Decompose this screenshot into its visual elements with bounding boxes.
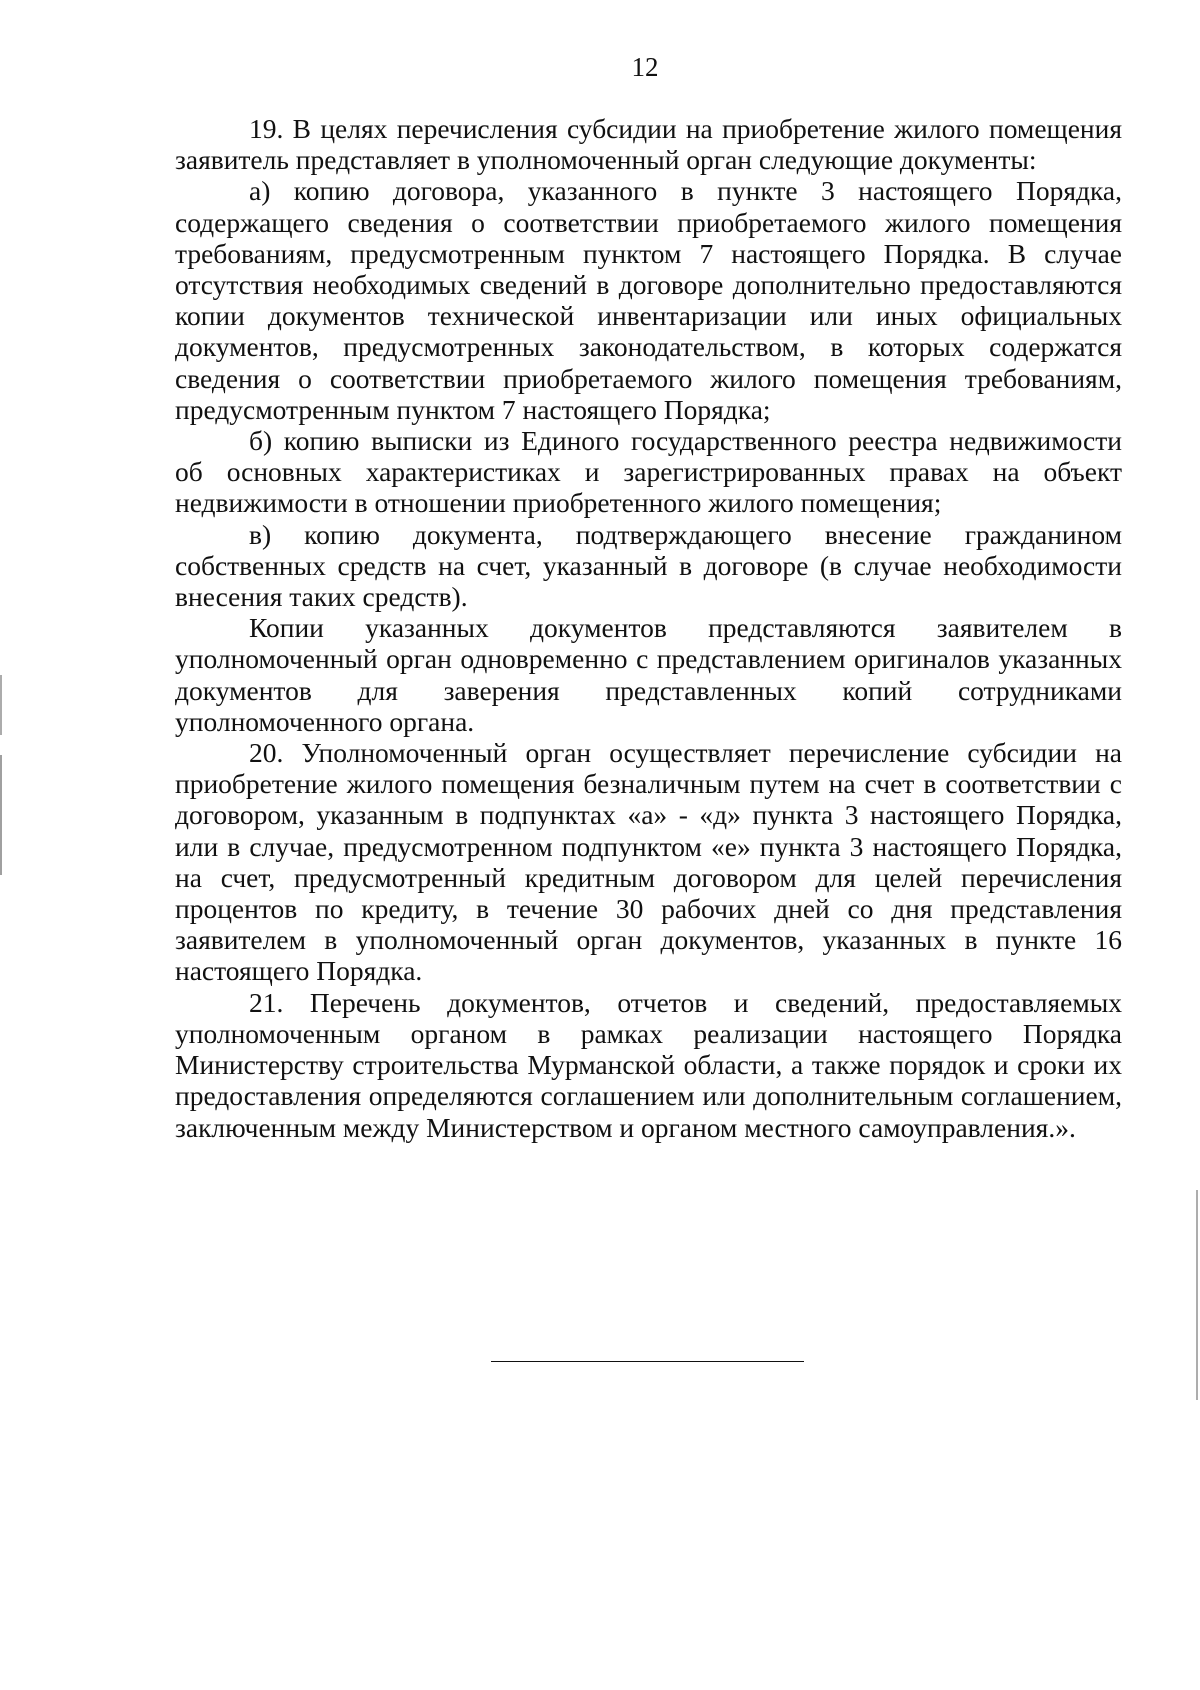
paragraph-20: 20. Уполномоченный орган осуществляет перечисление субсидии на приобретение жилого помещения безналичным путем на счет в соответствии с договором, указанным в подпунктах «а» - «д» пункта 3 настоящего Порядка, или в случае, предусмотренном подпунктом «е» пункта 3 настоящего Порядка, на счет, предусмотренный кредитным договором для целей перечисления процентов по кредиту, в течение 30 рабочих дней со дня представления заявителем в уполномоченный орган документов, указанных в пункте 16 настоящего Порядка. (175, 737, 1122, 987)
paragraph-19-b: б) копию выписки из Единого государственного реестра недвижимости об основных характеристиках и зарегистрированных правах на объект недвижимости в отношении приобретенного жилого помещения; (175, 425, 1122, 519)
scan-edge-mark (0, 675, 2, 875)
document-body (175, 113, 1122, 1143)
paragraph-19-a: а) копию договора, указанного в пункте 3 настоящего Порядка, содержащего сведения о соответствии приобретаемого жилого помещения требованиям, предусмотренным пунктом 7 настоящего Порядка. В случае отсутствия необходимых сведений в договоре дополнительно предоставляются копии документов технической инвентаризации или иных официальных документов, предусмотренных законодательством, в которых содержатся сведения о соответствии приобретаемого жилого помещения требованиям, предусмотренным пунктом 7 настоящего Порядка; (175, 175, 1122, 425)
paragraph-21: 21. Перечень документов, отчетов и сведений, предоставляемых уполномоченным органом в рамках реализации настоящего Порядка Министерству строительства Мурманской области, а также порядок и сроки их предоставления определяются соглашением или дополнительным соглашением, заключенным между Министерством и органом местного самоуправления.». (175, 986, 1122, 1143)
paragraph-19: 19. В целях перечисления субсидии на приобретение жилого помещения заявитель представляет в уполномоченный орган следующие документы: (175, 113, 1122, 176)
end-of-document-rule (491, 1361, 804, 1362)
paragraph-copies: Копии указанных документов представляются заявителем в уполномоченный орган одновременно с представлением оригиналов указанных документов для заверения представленных копий сотрудниками уполномоченного органа. (175, 612, 1122, 737)
page-number: 12 (631, 52, 659, 82)
scan-edge-mark (1196, 1190, 1198, 1400)
paragraph-19-v: в) копию документа, подтверждающего внесение гражданином собственных средств на счет, указанный в договоре (в случае необходимости внесения таких средств). (175, 518, 1122, 613)
